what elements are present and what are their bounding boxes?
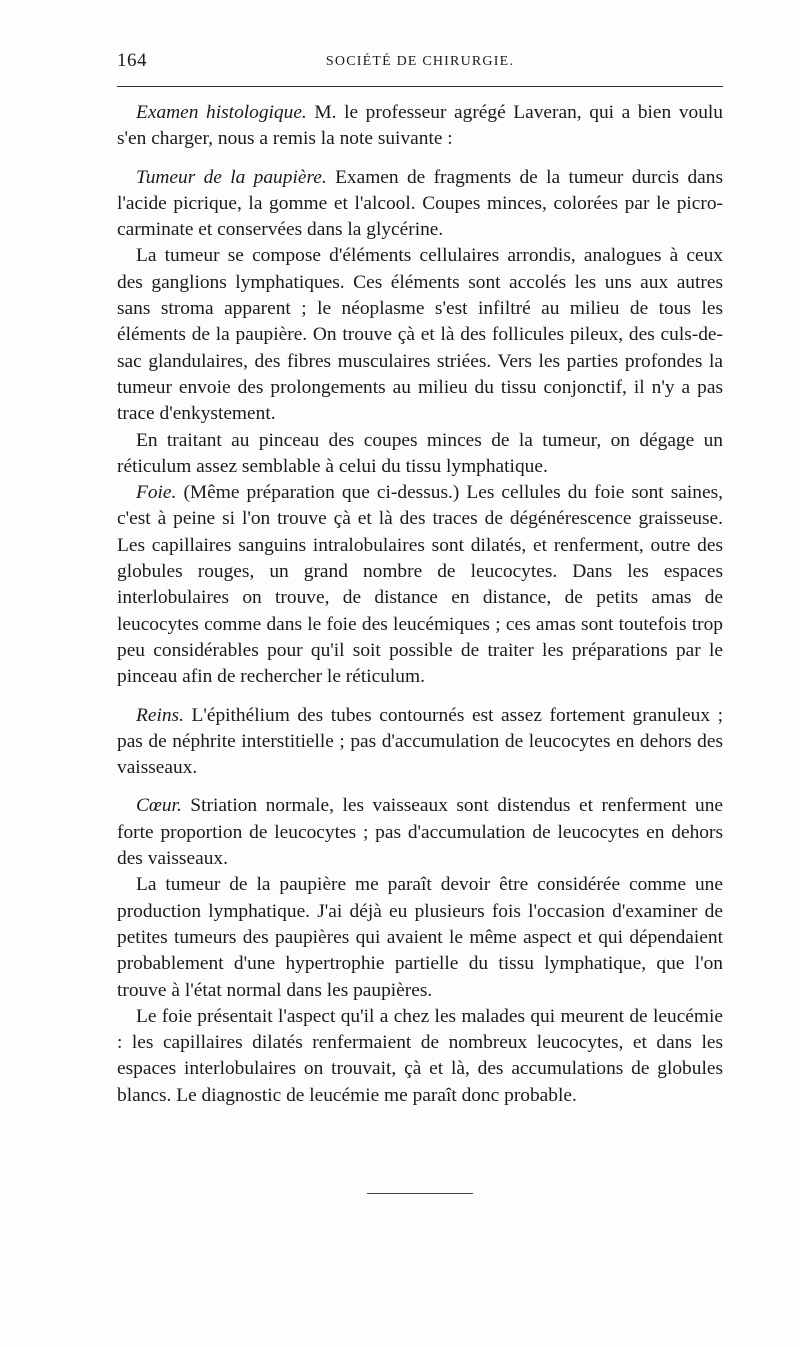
running-head xyxy=(117,50,723,80)
page-number: 164 xyxy=(117,50,147,71)
paragraph-production-lymphatique xyxy=(117,872,723,1003)
paragraph-diagnostic xyxy=(117,1004,723,1109)
running-title: SOCIÉTÉ DE CHIRURGIE. xyxy=(325,54,515,69)
paragraph-text: (Même préparation que ci-dessus.) Les cellules du foie sont saines, c'est à peine si l'on trouve çà et là des traces de dégénérescence graisseuse. Les capillaires sanguins intralobulaires sont dilatés, et renferment, outre des globules rouges, un grand nombre de leucocytes. Dans les espaces interlobulaires on trouve, de distance en distance, de petits amas de leucocytes comme dans le foie des leucémiques ; ces amas sont toutefois trop peu considérables pour qu'il soit possible de traiter les préparations par le pinceau afin de rechercher le réticulum. xyxy=(117,482,723,688)
paragraph-text: M. le professeur agrégé Laveran, qui a bien voulu s'en charger, nous a remis la note suivante : xyxy=(117,102,723,150)
paragraph-lead: Foie. xyxy=(136,482,177,504)
paragraph-lead: Examen histologique. xyxy=(136,102,307,123)
paragraph-reticulum xyxy=(117,428,723,481)
paragraph-text: Examen de fragments de la tumeur durcis dans l'acide picrique, la gomme et l'alcool. Coupes minces, colorées par le picro-carminate et conservées dans la glycérine. xyxy=(117,166,723,241)
paragraph-lead: Reins. xyxy=(136,704,184,726)
paragraph-foie xyxy=(117,480,723,690)
paragraph-lead: Tumeur de la paupière. xyxy=(136,166,327,188)
paragraph-examen-histologique xyxy=(117,100,723,153)
paragraph-tumeur-paupiere xyxy=(117,165,723,244)
paragraph-coeur xyxy=(117,793,723,872)
header-rule xyxy=(117,86,723,87)
paragraph-tumeur-composition xyxy=(117,243,723,427)
paragraph-reins xyxy=(117,703,723,782)
paragraph-text: La tumeur se compose d'éléments cellulaires arrondis, analogues à ceux des ganglions lymphatiques. Ces éléments sont accolés les uns aux autres sans stroma apparent ; le néoplasme s'est infiltré au milieu de tous les éléments de la paupière. On trouve çà et là des follicules pileux, des culs-de-sac glandulaires, des fibres musculaires striées. Vers les parties profondes la tumeur envoie des prolongements au milieu du tissu conjonctif, il n'y a pas trace d'enkystement. xyxy=(117,245,723,425)
closing-rule xyxy=(367,1193,473,1194)
paragraph-text: En traitant au pinceau des coupes minces de la tumeur, on dégage un réticulum assez semblable à celui du tissu lymphatique. xyxy=(117,429,723,477)
body-text xyxy=(117,100,723,1109)
paragraph-text: Striation normale, les vaisseaux sont distendus et renferment une forte proportion de leucocytes ; pas d'accumulation de leucocytes en dehors des vaisseaux. xyxy=(117,795,723,870)
paragraph-text: Le foie présentait l'aspect qu'il a chez les malades qui meurent de leucémie : les capillaires dilatés renfermaient de nombreux leucocytes, et dans les espaces interlobulaires on trouvait, çà et là, des accumulations de globules blancs. Le diagnostic de leucémie me paraît donc probable. xyxy=(117,1005,723,1106)
paragraph-lead: Cœur. xyxy=(136,795,182,817)
paragraph-text: La tumeur de la paupière me paraît devoir être considérée comme une production lymphatique. J'ai déjà eu plusieurs fois l'occasion d'examiner de petites tumeurs des paupières qui avaient le même aspect et qui dépendaient probablement d'une hypertrophie partielle du tissu lymphatique, que l'on trouve à l'état normal dans les paupières. xyxy=(117,874,723,1001)
paragraph-text: L'épithélium des tubes contournés est assez fortement granuleux ; pas de néphrite interstitielle ; pas d'accumulation de leucocytes en dehors des vaisseaux. xyxy=(117,704,723,779)
